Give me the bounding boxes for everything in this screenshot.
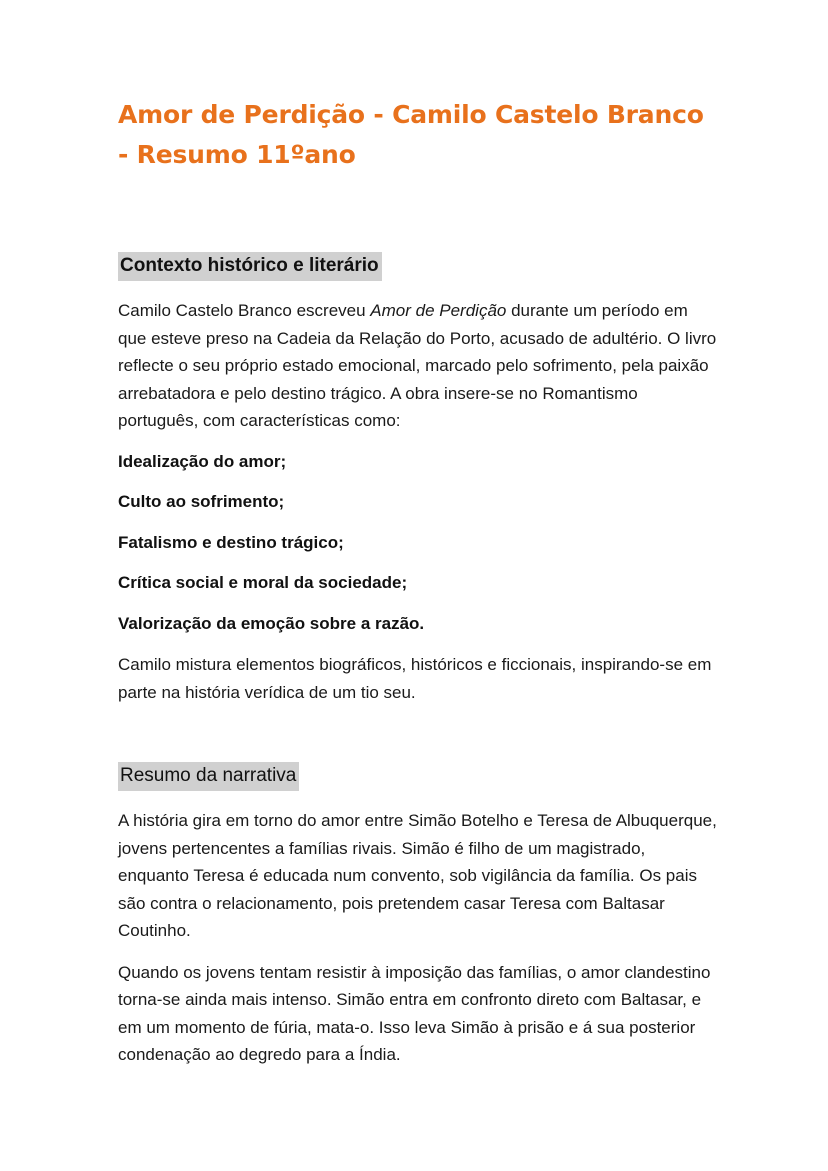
section-heading-context: Contexto histórico e literário [118, 252, 382, 281]
document-title: Amor de Perdição - Camilo Castelo Branco - Resumo 11ºano [118, 100, 704, 169]
feature-item: Culto ao sofrimento; [118, 492, 285, 511]
book-title-italic: Amor de Perdição [370, 301, 507, 320]
summary-paragraph: A história gira em torno do amor entre Simão Botelho e Teresa de Albuquerque, jovens pertencentes a famílias rivais. Simão é filho de um magistrado, enquanto Teresa é educada num convento, sob vigilância da família. Os pais são contra o relacionamento, pois pretendem casar Teresa com Baltasar Coutinho. [118, 811, 717, 940]
feature-item: Idealização do amor; [118, 451, 287, 471]
context-intro-paragraph [118, 297, 718, 435]
context-closing-paragraph: Camilo mistura elementos biográficos, históricos e ficcionais, inspirando-se em parte na história verídica de um tio seu. [118, 655, 712, 702]
feature-item: Crítica social e moral da sociedade; [118, 573, 408, 592]
intro-text-before: Camilo Castelo Branco escreveu [118, 301, 371, 320]
summary-paragraph: Quando os jovens tentam resistir à imposição das famílias, o amor clandestino torna-se ainda mais intenso. Simão entra em confronto direto com Baltasar, e em um momento de fúria, mata-o. Isso leva Simão à prisão e á sua posterior condenação ao degredo para a Índia. [118, 962, 711, 1064]
feature-item: Fatalismo e destino trágico; [118, 532, 344, 552]
document-page [118, 95, 718, 1069]
intro-text-after: durante um período em que esteve preso na Cadeia da Relação do Porto, acusado de adultério. O livro reflecte o seu próprio estado emocional, marcado pelo sofrimento, pela paixão arrebatadora e pelo destino trágico. A obra insere-se no Romantismo português, com características como: [118, 301, 717, 430]
section-heading-summary: Resumo da narrativa [118, 762, 299, 791]
feature-item: Valorização da emoção sobre a razão. [118, 613, 425, 633]
section-summary [118, 762, 718, 1069]
section-context [118, 252, 718, 706]
